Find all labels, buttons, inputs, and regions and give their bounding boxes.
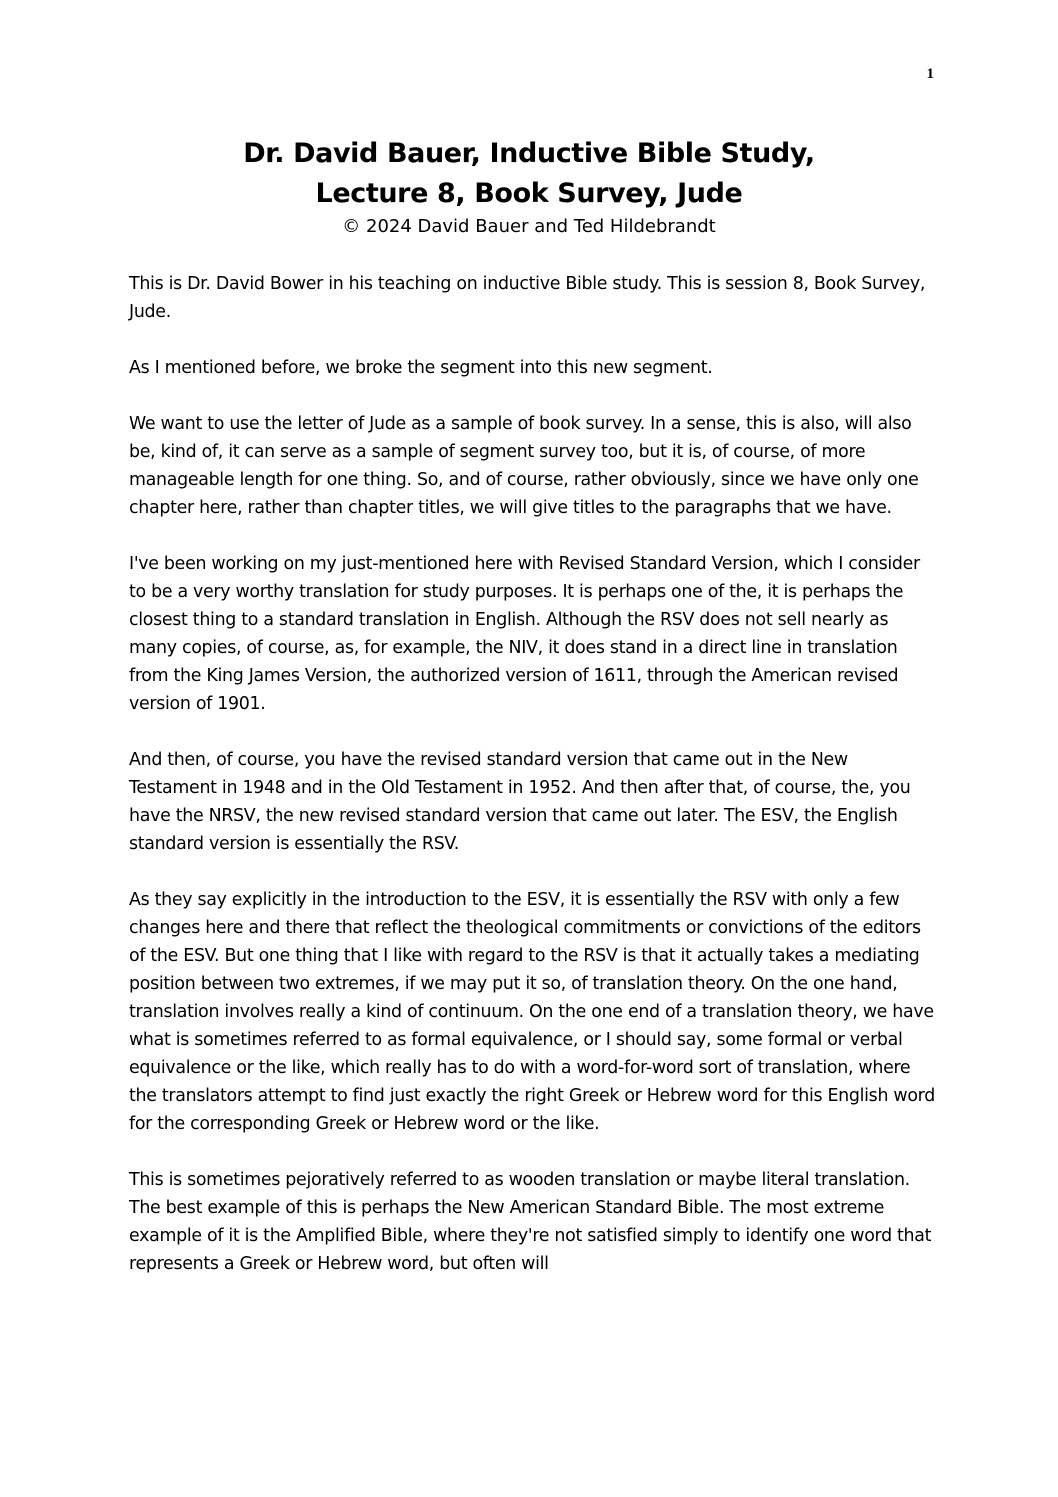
paragraph: As I mentioned before, we broke the segment into this new segment.	[129, 358, 713, 378]
document-title-line-1: Dr. David Bauer, Inductive Bible Study,	[243, 138, 815, 169]
copyright-notice: © 2024 David Bauer and Ted Hildebrandt	[342, 216, 716, 237]
document-title-line-2: Lecture 8, Book Survey, Jude	[315, 178, 743, 209]
paragraph: This is Dr. David Bower in his teaching on inductive Bible study. This is session 8, Book Survey, Jude.	[129, 274, 926, 322]
paragraph: We want to use the letter of Jude as a sample of book survey. In a sense, this is also, will also be, kind of, it can serve as a sample of segment survey too, but it is, of course, of more manageable length for one thing. So, and of course, rather obviously, since we have only one chapter here, rather than chapter titles, we will give titles to the paragraphs that we have.	[129, 414, 919, 518]
paragraph: I've been working on my just-mentioned here with Revised Standard Version, which I consider to be a very worthy translation for study purposes. It is perhaps one of the, it is perhaps the closest thing to a standard translation in English. Although the RSV does not sell nearly as many copies, of course, as, for example, the NIV, it does stand in a direct line in translation from the King James Version, the authorized version of 1611, through the American revised version of 1901.	[129, 554, 920, 714]
document-header	[0, 134, 1058, 240]
paragraph: This is sometimes pejoratively referred to as wooden translation or maybe literal translation. The best example of this is perhaps the New American Standard Bible. The most extreme example of it is the Amplified Bible, where they're not satisfied simply to identify one word that represents a Greek or Hebrew word, but often will	[129, 1170, 932, 1274]
page-number: 1	[926, 66, 934, 82]
paragraph: And then, of course, you have the revised standard version that came out in the New Testament in 1948 and in the Old Testament in 1952. And then after that, of course, the, you have the NRSV, the new revised standard version that came out later. The ESV, the English standard version is essentially the RSV.	[129, 750, 911, 854]
paragraph: As they say explicitly in the introduction to the ESV, it is essentially the RSV with only a few changes here and there that reflect the theological commitments or convictions of the editors of the ESV. But one thing that I like with regard to the RSV is that it actually takes a mediating position between two extremes, if we may put it so, of translation theory. On the one hand, translation involves really a kind of continuum. On the one end of a translation theory, we have what is sometimes referred to as formal equivalence, or I should say, some formal or verbal equivalence or the like, which really has to do with a word-for-word sort of translation, where the translators attempt to find just exactly the right Greek or Hebrew word for this English word for the corresponding Greek or Hebrew word or the like.	[129, 890, 935, 1134]
document-body	[129, 270, 939, 1306]
